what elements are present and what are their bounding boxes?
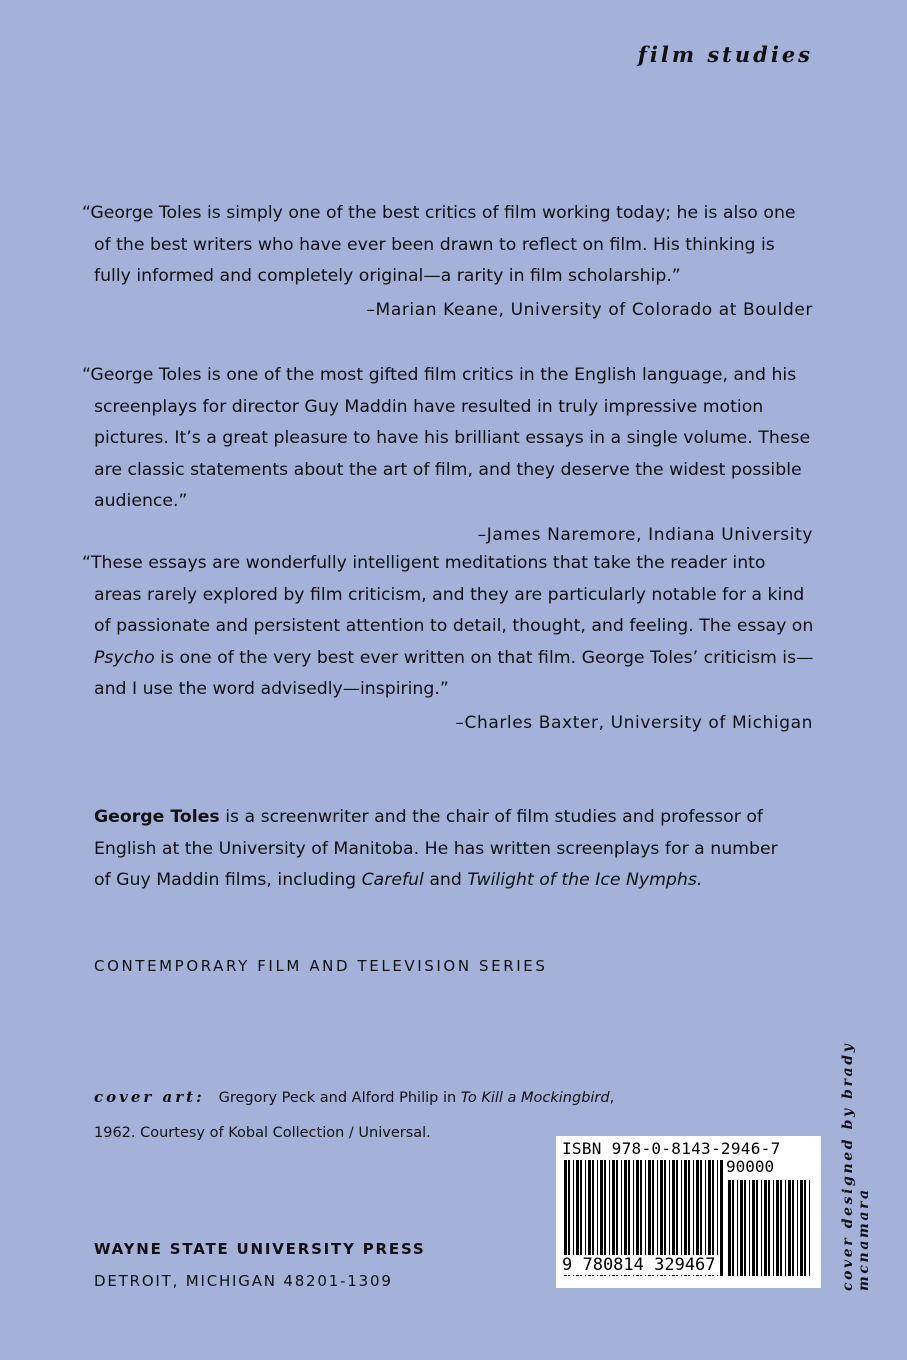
film-title-twilight: Twilight of the Ice Nymphs. [467,870,703,890]
barcode [556,1136,821,1288]
blurb-quote-3 [82,548,817,739]
blurb-text: “George Toles is one of the most gifted film critics in the English language, and his screenplays for director Guy Maddin have resulted in truly impressive motion pictures. It’s a great pleasure to have his brilliant essays in a single volume. These are classic statements about the art of film, and they deserve the widest possible audience.” [82,365,811,511]
author-name: George Toles [94,807,220,827]
isbn-text: ISBN 978-0-8143-2946-7 [562,1139,781,1158]
publisher-name: WAYNE STATE UNIVERSITY PRESS [94,1240,426,1258]
price-code: 90000 [726,1157,775,1176]
cover-art-line-2: 1962. Courtesy of Kobal Collection / Universal. [94,1125,431,1141]
cover-art-text: , [609,1090,615,1106]
blurb-text: “George Toles is simply one of the best critics of film working today; he is also one of the best writers who have ever been drawn to reflect on film. His thinking is fully informed and completely original—a rarity in film scholarship.” [82,203,796,286]
blurb-text-part: “These essays are wonderfully intelligent meditations that take the reader into areas rarely explored by film criticism, and they are particularly notable for a kind of passionate and persistent attention to detail, thought, and feeling. The essay on [82,553,814,636]
film-title-mockingbird: To Kill a Mockingbird [460,1090,610,1106]
author-bio-text [94,802,794,897]
author-bio [94,802,794,897]
cover-art-text: Gregory Peck and Alford Philip in [218,1090,461,1106]
designer-credit: cover designed by brady mcnamara [840,1041,872,1291]
cover-art-label: cover art: [94,1088,205,1106]
category-label: film studies [637,42,813,67]
cover-art-credit [94,1080,634,1151]
bio-text-part: is a screenwriter and the chair of film studies and professor of English at the University of Manitoba. He has written screenplays for a number of Guy Maddin films, including [94,807,778,890]
bio-text-part: and [423,870,468,890]
series-name: CONTEMPORARY FILM AND TELEVISION SERIES [94,957,548,975]
blurb-quote-2 [82,360,817,551]
film-title-psycho: Psycho [94,647,155,668]
film-title-careful: Careful [361,870,424,890]
cover-art-line-1 [94,1080,634,1116]
blurb-quote-1 [82,198,817,326]
blurb-attribution: –James Naremore, Indiana University [477,524,813,545]
blurb-text [82,548,817,706]
blurb-attribution: –Charles Baxter, University of Michigan [455,712,813,733]
ean-number: 9 780814 329467 [562,1255,716,1275]
publisher-address: DETROIT, MICHIGAN 48201-1309 [94,1272,393,1290]
blurb-text-part: is one of the very best ever written on that film. George Toles’ criticism is—and I use the word advisedly—inspiring.” [94,647,814,699]
blurb-attribution: –Marian Keane, University of Colorado at Boulder [366,299,813,320]
